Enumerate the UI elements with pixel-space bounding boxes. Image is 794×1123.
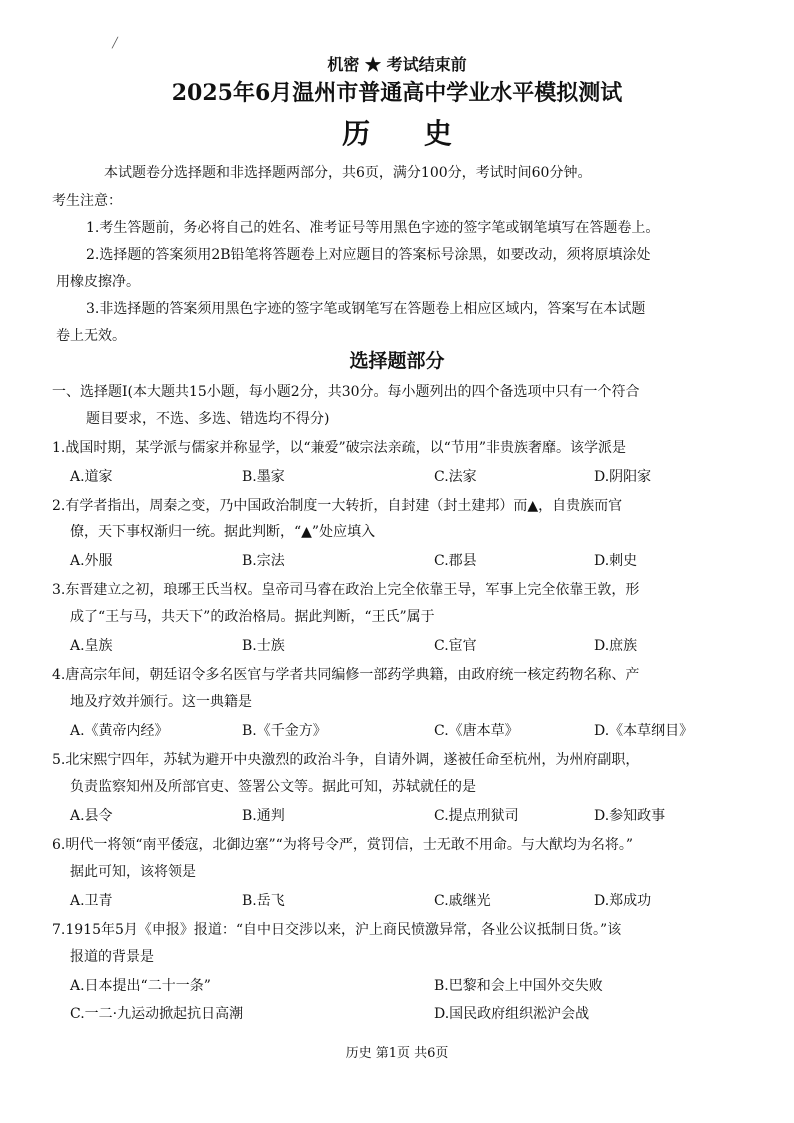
page-footer: 历史 第1页 共6页: [345, 1046, 449, 1061]
question-stem: 地及疗效并颁行。这一典籍是: [70, 694, 252, 710]
option-c: C.《唐本草》: [434, 723, 519, 739]
option-a: A.道家: [70, 469, 113, 485]
subject-title: 历 史: [342, 117, 474, 150]
exam-intro: 本试题卷分选择题和非选择题两部分，共6页，满分100分，考试时间60分钟。: [104, 165, 592, 181]
question-stem: 1.战国时期，某学派与儒家并称显学，以“兼爱”破宗法亲疏，以“节用”非贵族奢靡。该学派是: [52, 440, 626, 456]
question-stem: 2.有学者指出，周秦之变，乃中国政治制度一大转折，自封建（封土建邦）而▲，自贵族而官: [52, 498, 623, 514]
option-a: A.日本提出“二十一条”: [70, 978, 211, 994]
question-stem: 6.明代一将领“南平倭寇，北御边塞”“为将号令严，赏罚信，士无敢不用命。与大猷均为名将。”: [52, 837, 633, 853]
option-a: A.皇族: [70, 638, 113, 654]
question-stem: 4.唐高宗年间，朝廷诏令多名医官与学者共同编修一部药学典籍，由政府统一核定药物名称、产: [52, 667, 640, 683]
notice-item: 1.考生答题前，务必将自己的姓名、准考证号等用黑色字迹的签字笔或钢笔填写在答题卷上。: [86, 220, 660, 236]
question-stem: 3.东晋建立之初，琅琊王氏当权。皇帝司马睿在政治上完全依靠王导，军事上完全依靠王敦，形: [52, 582, 640, 598]
option-d: D.庶族: [594, 638, 638, 654]
option-c: C.戚继光: [434, 893, 491, 909]
question-stem: 据此可知，该将领是: [70, 864, 196, 880]
notice-item: 2.选择题的答案须用2B铅笔将答题卷上对应题目的答案标号涂黑，如要改动，须将原填涂处: [86, 247, 651, 263]
option-d: D.刺史: [594, 553, 638, 569]
question-stem: 成了“王与马，共天下”的政治格局。据此判断，“王氏”属于: [70, 609, 435, 625]
notice-item: 3.非选择题的答案须用黑色字迹的签字笔或钢笔写在答题卷上相应区域内，答案写在本试题: [86, 301, 646, 317]
option-c: C.一二·九运动掀起抗日高潮: [70, 1006, 244, 1022]
option-b: B.通判: [242, 808, 285, 824]
confidential-label: 机密 ★ 考试结束前: [327, 55, 467, 74]
option-a: A.《黄帝内经》: [70, 723, 169, 739]
option-a: A.县令: [70, 808, 113, 824]
option-d: D.阴阳家: [594, 469, 652, 485]
notice-heading: 考生注意：: [52, 193, 122, 209]
option-d: D.《本草纲目》: [594, 723, 694, 739]
option-c: C.提点刑狱司: [434, 808, 519, 824]
option-b: B.墨家: [242, 469, 285, 485]
option-b: B.宗法: [242, 553, 285, 569]
exam-title: 2025年6月温州市普通高中学业水平模拟测试: [171, 80, 623, 106]
option-a: A.卫青: [70, 893, 113, 909]
question-stem: 5.北宋熙宁四年，苏轼为避开中央激烈的政治斗争，自请外调，遂被任命至杭州，为州府副职，: [52, 752, 640, 768]
part-instructions: 一、选择题Ⅰ(本大题共15小题，每小题2分，共30分。每小题列出的四个备选项中只有一个符合: [52, 384, 640, 400]
option-b: B.岳飞: [242, 893, 285, 909]
question-stem: 7.1915年5月《申报》报道：“自中日交涉以来，沪上商民愤激异常，各业公议抵制日货。”该: [52, 922, 622, 938]
question-stem: 僚，天下事权渐归一统。据此判断，“▲”处应填入: [70, 524, 376, 540]
option-c: C.宦官: [434, 638, 477, 654]
section-title: 选择题部分: [349, 350, 445, 372]
option-b: B.《千金方》: [242, 723, 327, 739]
notice-item: 用橡皮擦净。: [56, 274, 140, 290]
scan-mark: ╱: [112, 38, 119, 49]
option-d: D.国民政府组织淞沪会战: [434, 1006, 590, 1022]
option-b: B.士族: [242, 638, 285, 654]
option-c: C.法家: [434, 469, 477, 485]
option-c: C.郡县: [434, 553, 477, 569]
notice-item: 卷上无效。: [56, 328, 126, 344]
option-d: D.参知政事: [594, 808, 666, 824]
part-instructions: 题目要求，不选、多选、错选均不得分): [86, 411, 330, 427]
question-stem: 报道的背景是: [70, 949, 154, 965]
option-b: B.巴黎和会上中国外交失败: [434, 978, 603, 994]
option-d: D.郑成功: [594, 893, 652, 909]
question-stem: 负责监察知州及所部官吏、签署公文等。据此可知，苏轼就任的是: [70, 779, 476, 795]
option-a: A.外服: [70, 553, 113, 569]
